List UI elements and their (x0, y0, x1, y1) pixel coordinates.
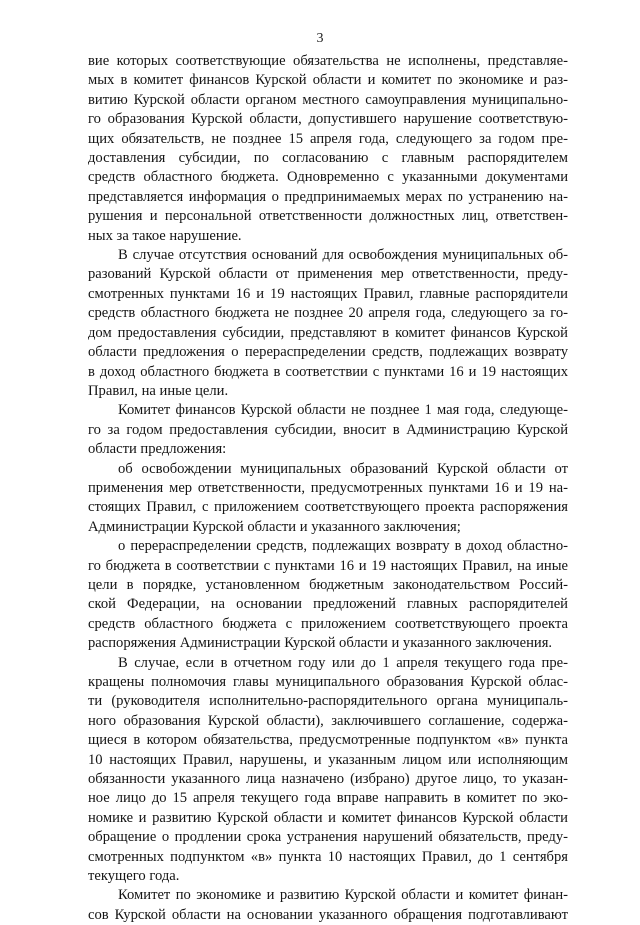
text-line: текущего года. (88, 868, 180, 885)
text-line: рушения и персональной ответственности должностных лиц, ответствен- (88, 208, 568, 225)
text-line: Правил, на иные цели. (88, 382, 229, 399)
text-line: обязанности указанного лица назначено (избрано) другое лицо, то указан- (88, 771, 568, 788)
text-line: ное лицо до 15 апреля текущего года вправе направить в комитет по эко- (88, 790, 568, 807)
text-line: щих обязательств, не позднее 15 апреля года, следующего за годом пре- (88, 130, 568, 147)
text-line: средств областного бюджета с приложением соответствующего проекта (88, 615, 568, 632)
text-line: Комитет финансов Курской области не позднее 1 мая года, следующе- (118, 402, 568, 419)
text-line: щиеся в котором обязательства, предусмотренные подпунктом «в» пункта (88, 732, 568, 749)
text-line: номике и развитию Курской области и комитет финансов Курской области (88, 809, 568, 826)
text-line: разований Курской области от применения мер ответственности, преду- (88, 266, 568, 283)
text-line: В случае, если в отчетном году или до 1 апреля текущего года пре- (118, 654, 568, 671)
text-line: го за годом предоставления субсидии, вносит в Администрацию Курской (88, 421, 568, 438)
text-line: дом предоставления субсидии, представляют в комитет финансов Курской (88, 324, 568, 341)
text-line: представляется информация о предпринимаемых мерах по устранению на- (88, 188, 568, 205)
text-line: смотренных подпунктом «в» пункта 10 настоящих Правил, до 1 сентября (88, 848, 568, 865)
text-line: В случае отсутствия оснований для освобождения муниципальных об- (118, 247, 568, 264)
text-line: области предложения о перераспределении средств, подлежащих возврату (88, 344, 568, 361)
text-line: доставления субсидии, по согласованию с главным распорядителем (88, 150, 568, 167)
text-line: вие которых соответствующие обязательства не исполнены, представляе- (88, 53, 568, 69)
text-line: применения мер ответственности, предусмотренных пунктами 16 и 19 на- (88, 479, 568, 496)
text-line: средств областного бюджета не позднее 20 апреля года, следующего за го- (88, 305, 568, 322)
text-line: го образования Курской области, допустившего нарушение соответствую- (88, 111, 568, 128)
text-line: в доход областного бюджета в соответствии с пунктами 16 и 19 настоящих (88, 363, 568, 380)
text-line: стоящих Правил, с приложением соответствующего проекта распоряжения (88, 499, 568, 516)
text-line: мых в комитет финансов Курской области и комитет по экономике и раз- (88, 72, 568, 89)
text-line: 10 настоящих Правил, нарушены, и указанным лицом или исполняющим (88, 751, 568, 768)
text-line: го бюджета в соответствии с пунктами 16 и 19 настоящих Правил, на иные (88, 557, 568, 574)
text-line: Комитет по экономике и развитию Курской области и комитет финан- (118, 887, 568, 904)
text-line: смотренных пунктами 16 и 19 настоящих Правил, главные распорядители (88, 285, 568, 302)
text-line: Администрации Курской области и указанного заключения; (88, 518, 461, 535)
text-line: ных за такое нарушение. (88, 227, 242, 244)
document-body (88, 52, 568, 925)
text-line: ти (руководителя исполнительно-распорядительного органа муниципаль- (88, 693, 568, 710)
text-line: сов Курской области на основании указанного обращения подготавливают (88, 906, 568, 923)
text-line: кращены полномочия главы муниципального образования Курской облас- (88, 674, 568, 690)
text-line: о перераспределении средств, подлежащих возврату в доход областно- (118, 538, 568, 555)
text-line: об освобождении муниципальных образований Курской области от (118, 460, 568, 477)
text-line: ской Федерации, на основании предложений главных распорядителей (88, 596, 568, 613)
text-line: витию Курской области органом местного самоуправления муниципально- (88, 91, 568, 108)
text-line: распоряжения Администрации Курской области и указанного заключения. (88, 635, 553, 652)
text-line: области предложения: (88, 441, 227, 458)
text-line: средств областного бюджета. Одновременно с указанными документами (88, 169, 568, 186)
text-line: цели в порядке, установленном бюджетным законодательством Россий- (88, 576, 568, 593)
text-line: обращение о продлении срока устранения нарушений обязательств, преду- (88, 829, 568, 846)
page-number: 3 (316, 31, 324, 46)
text-line: ного образования Курской области), заключившего соглашение, содержа- (88, 712, 568, 729)
